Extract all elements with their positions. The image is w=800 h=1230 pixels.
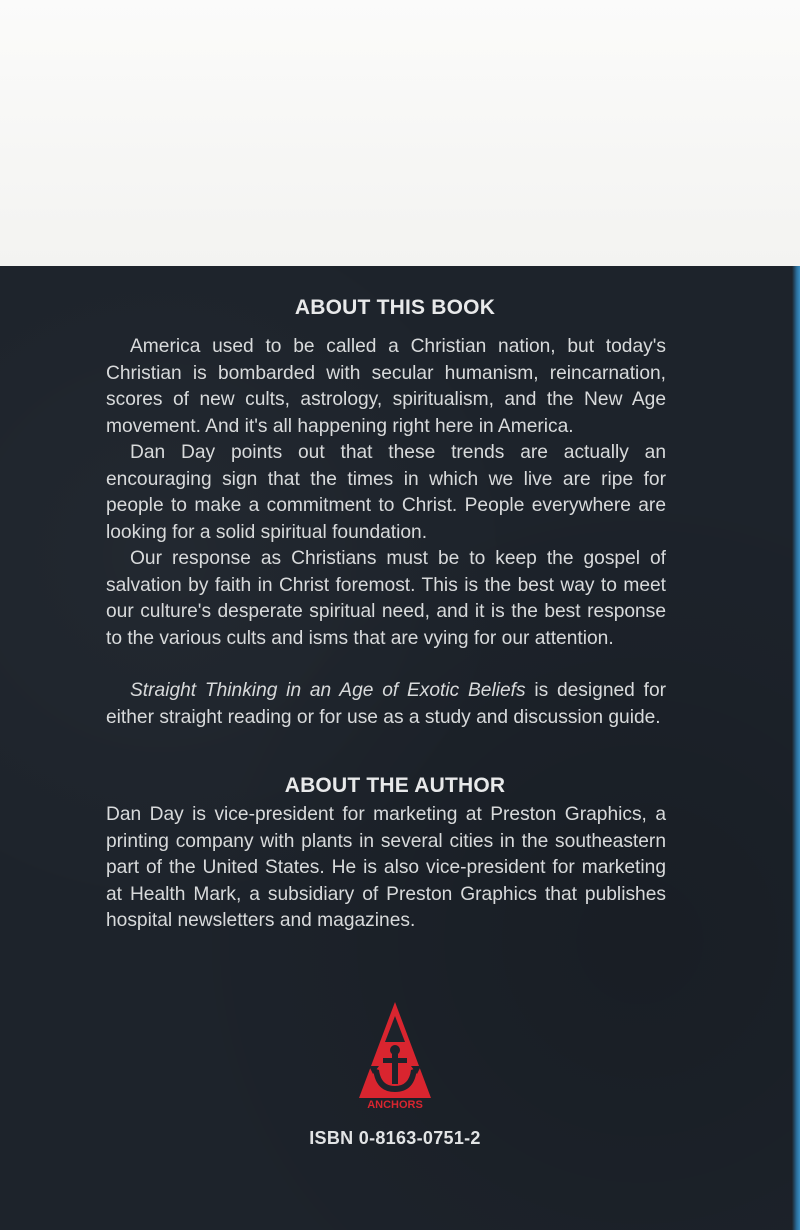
anchor-logo-icon xyxy=(359,1002,431,1112)
back-cover-content xyxy=(0,266,800,1230)
about-author-heading: ABOUT THE AUTHOR xyxy=(284,774,506,797)
about-book-paragraph-4 xyxy=(106,678,666,731)
about-author-paragraph: Dan Day is vice-president for marketing at Preston Graphics, a printing company with plants in several cities in the southeastern part of the United States. He is also vice-president for marketing at Health Mark, a subsidiary of Preston Graphics that publishes hospital newsletters and magazines. xyxy=(106,804,666,931)
isbn-number: ISBN 0-8163-0751-2 xyxy=(309,1128,481,1148)
top-blank-band xyxy=(0,0,800,266)
about-book-paragraph-2 xyxy=(106,440,666,546)
paragraph-text: Our response as Christians must be to keep the gospel of salvation by faith in Christ foremost. This is the best way to meet our culture's desperate spiritual need, and it is the best response to the various cults and isms that are vying for our attention. xyxy=(106,548,666,649)
about-book-paragraph-3 xyxy=(106,546,666,652)
paragraph-text: America used to be called a Christian nation, but today's Christian is bombarded with secular humanism, reincarnation, scores of new cults, astrology, spiritualism, and the New Age movement. And it's all happening right here in America. xyxy=(106,336,666,437)
book-title-italic: Straight Thinking in an Age of Exotic Beliefs xyxy=(130,680,526,701)
paragraph-text: Dan Day points out that these trends are actually an encouraging sign that the times in which we live are ripe for people to make a commitment to Christ. People everywhere are looking for a solid spiritual foundation. xyxy=(106,442,666,543)
paragraph-text: is designed for either straight reading or for use as a study and discussion guide. xyxy=(106,680,667,728)
about-book-heading: ABOUT THIS BOOK xyxy=(294,296,496,319)
about-book-paragraph-1 xyxy=(106,334,666,440)
logo-label: ANCHORS xyxy=(367,1099,423,1111)
